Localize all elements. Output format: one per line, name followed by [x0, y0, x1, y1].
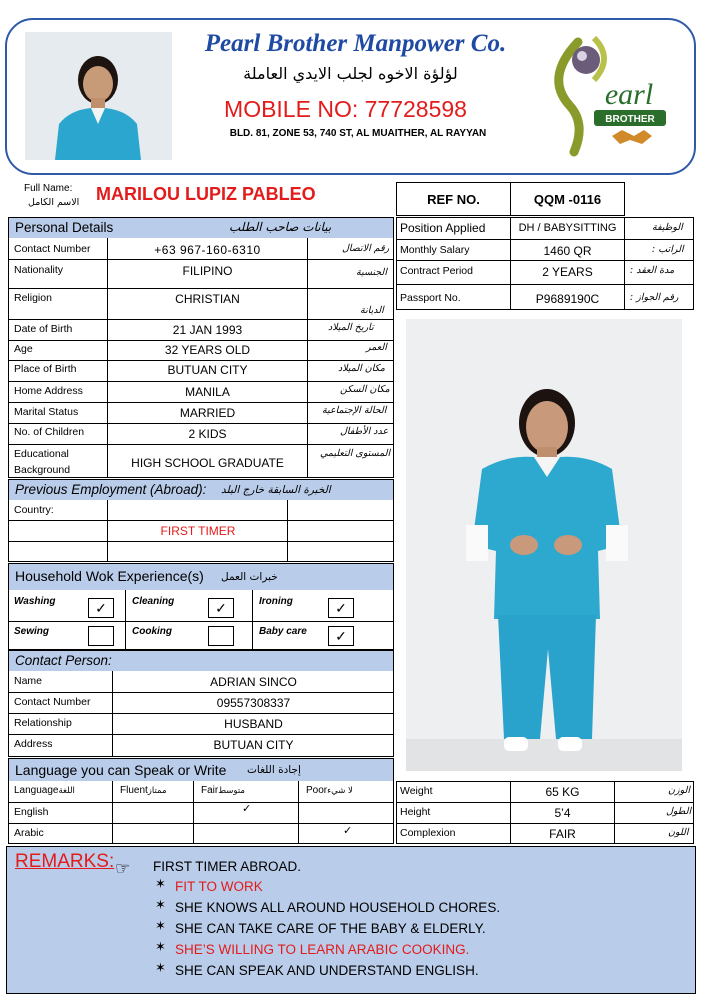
nationality-arabic: الجنسية: [356, 267, 387, 278]
weight-arabic: الوزن: [668, 785, 691, 796]
marital-status-arabic: الحالة الإجتماعية: [322, 405, 387, 416]
age-value: 32 YEARS OLD: [164, 343, 251, 357]
contact-number-label: Contact Number: [14, 243, 91, 255]
height-value: 5’4: [554, 806, 571, 820]
nationality-label: Nationality: [14, 264, 64, 276]
monthly-salary-arabic: الراتب :: [652, 244, 684, 255]
previous-employment-title: Previous Employment (Abroad):: [15, 482, 207, 497]
poor-col-header: Poorلا شيء: [306, 785, 353, 796]
passport-arabic: رقم الجواز :: [630, 292, 679, 303]
company-name-arabic: لؤلؤة الاخوه لجلب الايدي العاملة: [243, 64, 458, 83]
marital-status-label: Marital Status: [14, 406, 79, 418]
applicant-full-body-photo: [406, 319, 682, 771]
cleaning-checkbox: [208, 598, 234, 618]
fluent-col-header: Fluentممتاز: [120, 785, 167, 796]
cooking-label: Cooking: [132, 626, 172, 637]
contact-name-value: ADRIAN SINCO: [210, 675, 297, 689]
cleaning-label: Cleaning: [132, 596, 175, 607]
ref-value: QQM -0116: [533, 192, 602, 207]
contact-person-header: [8, 650, 394, 672]
home-address-label: Home Address: [14, 385, 83, 397]
household-title-arabic: خبرات العمل: [221, 571, 278, 583]
previous-employment-header: [8, 479, 394, 501]
complexion-value: FAIR: [549, 827, 576, 841]
remark-line: SHE’S WILLING TO LEARN ARABIC COOKING.: [175, 942, 470, 957]
weight-value: 65 KG: [545, 785, 580, 799]
education-value: HIGH SCHOOL GRADUATE: [131, 456, 284, 470]
remark-line: SHE CAN TAKE CARE OF THE BABY & ELDERLY.: [175, 921, 486, 936]
contract-period-arabic: مدة العقد :: [630, 265, 675, 276]
english-label: English: [14, 806, 49, 818]
place-of-birth-arabic: مكان الميلاد: [338, 363, 386, 374]
education-label-2: Background: [14, 464, 71, 476]
header-banner: [5, 18, 696, 175]
religion-arabic: الديانة: [360, 305, 384, 316]
bullet-star-icon: ✶: [155, 918, 166, 933]
contact-number-value: +63 967-160-6310: [154, 243, 261, 257]
religion-label: Religion: [14, 292, 52, 304]
height-arabic: الطول: [666, 806, 692, 817]
children-value: 2 KIDS: [188, 427, 227, 441]
weight-label: Weight: [400, 785, 433, 797]
bullet-star-icon: ✶: [155, 960, 166, 975]
children-arabic: عدد الأطفال: [340, 426, 389, 437]
contact-person-title: Contact Person:: [15, 653, 112, 668]
previous-employment-title-arabic: الخبرة السابقة خارج البلد: [221, 484, 331, 496]
applicant-thumbnail-photo: [25, 32, 172, 160]
household-header: [8, 563, 394, 591]
logo-earl-text: earl: [604, 78, 654, 111]
mobile-number: MOBILE NO: 77728598: [224, 96, 467, 122]
baby-care-label: Baby care: [259, 626, 307, 637]
arabic-poor-check: ✓: [343, 825, 353, 837]
date-of-birth-value: 21 JAN 1993: [172, 323, 243, 337]
language-title: Language you can Speak or Write: [15, 762, 227, 778]
ref-label-cell: [396, 182, 511, 216]
religion-value: CHRISTIAN: [175, 292, 240, 306]
contact-address-label: Address: [14, 738, 53, 750]
language-header: [8, 758, 394, 782]
personal-details-header: [8, 217, 394, 239]
washing-label: Washing: [14, 596, 56, 607]
home-address-value: MANILA: [185, 385, 230, 399]
bullet-star-icon: ✶: [155, 939, 166, 954]
education-label: Educational: [14, 448, 69, 460]
place-of-birth-label: Place of Birth: [14, 363, 77, 375]
monthly-salary-value: 1460 QR: [543, 244, 592, 258]
position-applied-arabic: الوظيفة: [652, 222, 683, 233]
monthly-salary-label: Monthly Salary: [400, 244, 470, 256]
check-mark-icon: ✓: [335, 600, 347, 616]
logo-brother-text: BROTHER: [605, 114, 655, 125]
country-label: Country:: [14, 504, 54, 516]
remark-line: SHE CAN SPEAK AND UNDERSTAND ENGLISH.: [175, 963, 479, 978]
personal-details-title-arabic: بيانات صاحب الطلب: [229, 220, 332, 234]
check-mark-icon: ✓: [335, 628, 347, 644]
baby-care-checkbox: [328, 626, 354, 646]
washing-checkbox: [88, 598, 114, 618]
contract-period-label: Contract Period: [400, 265, 473, 277]
sewing-label: Sewing: [14, 626, 50, 637]
household-title: Household Wok Experience(s): [15, 568, 204, 584]
bullet-star-icon: ✶: [155, 897, 166, 912]
company-logo: [534, 28, 669, 160]
age-arabic: العمر: [366, 342, 387, 353]
children-label: No. of Children: [14, 426, 85, 438]
english-fair-check: ✓: [242, 803, 252, 815]
full-name-value: MARILOU LUPIZ PABLEO: [96, 184, 316, 204]
language-col-header: Languageاللغة: [14, 785, 75, 796]
remark-line: FIRST TIMER ABROAD.: [153, 859, 302, 874]
remarks-section: [6, 846, 696, 994]
ref-label: REF NO.: [427, 192, 480, 207]
full-name-label-arabic: الاسم الكامل: [28, 197, 80, 208]
company-name: Pearl Brother Manpower Co.: [204, 30, 507, 57]
contact-name-label: Name: [14, 675, 43, 687]
contact-address-value: BUTUAN CITY: [213, 738, 294, 752]
position-applied-label: Position Applied: [400, 221, 486, 235]
home-address-arabic: مكان السكن: [340, 384, 390, 395]
ironing-label: Ironing: [259, 596, 293, 607]
remark-line: SHE KNOWS ALL AROUND HOUSEHOLD CHORES.: [175, 900, 501, 915]
relationship-value: HUSBAND: [224, 717, 283, 731]
complexion-label: Complexion: [400, 827, 456, 839]
personal-details-title: Personal Details: [15, 220, 114, 235]
complexion-arabic: اللون: [668, 827, 689, 838]
cooking-checkbox: [208, 626, 234, 646]
passport-value: P9689190C: [535, 292, 600, 306]
sewing-checkbox: [88, 626, 114, 646]
passport-label: Passport No.: [400, 292, 461, 304]
age-label: Age: [14, 343, 33, 355]
nationality-value: FILIPINO: [182, 264, 233, 278]
contact-phone-value: 09557308337: [216, 696, 291, 710]
language-title-arabic: إجادة اللغات: [247, 764, 301, 776]
education-arabic: المستوى التعليمي: [320, 448, 391, 459]
contract-period-value: 2 YEARS: [542, 265, 593, 279]
bullet-star-icon: ✶: [155, 876, 166, 891]
position-applied-value: DH / BABYSITTING: [518, 222, 617, 234]
check-mark-icon: ✓: [95, 600, 107, 616]
arabic-label: Arabic: [14, 827, 44, 839]
full-name-label: Full Name:: [24, 183, 73, 194]
date-of-birth-arabic: تاريخ الميلاد: [328, 322, 374, 333]
marital-status-value: MARRIED: [179, 406, 236, 420]
remarks-title: REMARKS:: [15, 851, 115, 872]
relationship-label: Relationship: [14, 717, 72, 729]
ref-value-cell: [510, 182, 625, 216]
check-mark-icon: ✓: [215, 600, 227, 616]
hand-pointer-icon: ☞: [115, 859, 131, 878]
remark-line: FIT TO WORK: [175, 879, 263, 894]
company-address: BLD. 81, ZONE 53, 740 ST, AL MUAITHER, AL RAYYAN: [229, 128, 487, 139]
previous-employment-value: FIRST TIMER: [160, 524, 236, 538]
place-of-birth-value: BUTUAN CITY: [167, 363, 248, 377]
contact-number-arabic: رقم الاتصال: [342, 243, 390, 254]
fair-col-header: Fairمتوسط: [201, 785, 245, 796]
date-of-birth-label: Date of Birth: [14, 323, 73, 335]
contact-phone-label: Contact Number: [14, 696, 91, 708]
height-label: Height: [400, 806, 431, 818]
ironing-checkbox: [328, 598, 354, 618]
